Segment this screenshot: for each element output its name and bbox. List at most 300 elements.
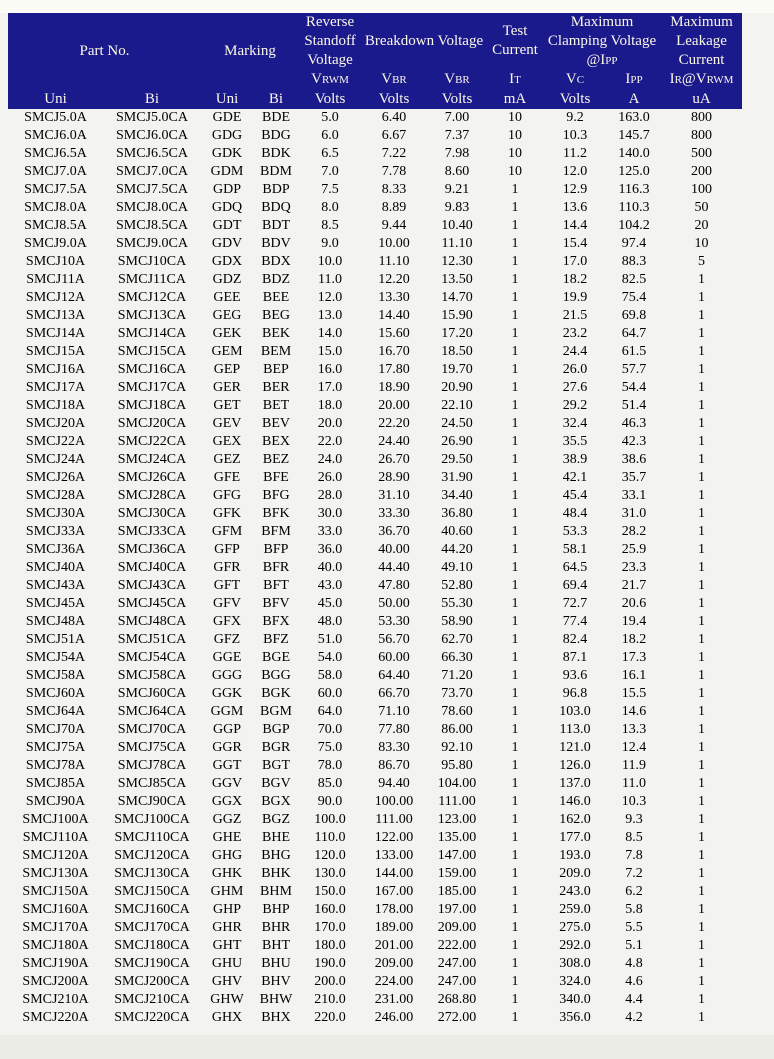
cell-marking-bi: BGZ [262, 812, 290, 828]
page-top-margin [0, 0, 774, 13]
cell-ir: 1 [698, 272, 706, 288]
cell-marking-uni: GHU [211, 956, 243, 972]
cell-vbr-max: 86.00 [441, 722, 473, 738]
cell-ipp: 51.4 [621, 398, 647, 414]
cell-vrwm: 210.0 [314, 992, 346, 1008]
cell-part-no-bi: SMCJ9.0CA [116, 236, 188, 252]
cell-marking-bi: BEP [263, 362, 289, 378]
cell-marking-bi: BGT [262, 758, 290, 774]
cell-vbr-min: 6.67 [381, 128, 407, 144]
cell-marking-bi: BFX [262, 614, 290, 630]
cell-ir: 1 [698, 938, 706, 954]
cell-it: 1 [511, 830, 519, 846]
cell-vbr-max: 111.00 [438, 794, 476, 810]
cell-vbr-min: 22.20 [378, 416, 410, 432]
cell-ipp: 69.8 [621, 308, 647, 324]
cell-vc: 193.0 [559, 848, 591, 864]
unit-vbr-max-volts: Volts [427, 89, 487, 109]
cell-vbr-max: 18.50 [441, 344, 473, 360]
cell-part-no-bi: SMCJ210CA [114, 992, 190, 1008]
cell-vc: 19.9 [562, 290, 588, 306]
cell-part-no-bi: SMCJ45CA [117, 596, 187, 612]
cell-marking-uni: GHW [210, 992, 244, 1008]
cell-vc: 96.8 [562, 686, 588, 702]
cell-ir: 1 [698, 722, 706, 738]
cell-marking-uni: GHG [211, 848, 243, 864]
cell-vbr-max: 159.00 [437, 866, 477, 882]
cell-vrwm: 75.0 [317, 740, 343, 756]
cell-part-no-uni: SMCJ5.0A [24, 110, 87, 126]
cell-marking-bi: BFV [262, 596, 290, 612]
cell-it: 1 [511, 308, 519, 324]
table-row [8, 757, 742, 775]
cell-it: 1 [511, 1010, 519, 1026]
unit-ir-ua: uA [661, 89, 742, 109]
col-group-reverse-standoff-voltage: Reverse Standoff Voltage [299, 13, 361, 69]
cell-vrwm: 8.0 [321, 200, 339, 216]
cell-marking-bi: BDK [261, 146, 291, 162]
cell-vrwm: 18.0 [317, 398, 343, 414]
table-row [8, 1009, 742, 1027]
cell-marking-bi: BFR [262, 560, 290, 576]
cell-ir: 500 [691, 146, 713, 162]
cell-ir: 1 [698, 290, 706, 306]
cell-vrwm: 200.0 [314, 974, 346, 990]
cell-vbr-max: 58.90 [441, 614, 473, 630]
cell-ipp: 7.2 [625, 866, 643, 882]
cell-part-no-bi: SMCJ22CA [117, 434, 187, 450]
cell-it: 10 [508, 110, 523, 126]
cell-marking-bi: BFZ [263, 632, 289, 648]
cell-part-no-uni: SMCJ100A [22, 812, 89, 828]
cell-vbr-max: 197.00 [437, 902, 477, 918]
cell-vc: 292.0 [559, 938, 591, 954]
cell-ir: 1 [698, 578, 706, 594]
table-row [8, 145, 742, 163]
cell-vbr-min: 6.40 [381, 110, 407, 126]
table-row [8, 973, 742, 991]
cell-ipp: 75.4 [621, 290, 647, 306]
cell-part-no-bi: SMCJ28CA [117, 488, 187, 504]
cell-vc: 340.0 [559, 992, 591, 1008]
cell-marking-uni: GFR [213, 560, 241, 576]
cell-ir: 1 [698, 974, 706, 990]
cell-ir: 20 [694, 218, 709, 234]
cell-it: 1 [511, 470, 519, 486]
cell-vc: 42.1 [562, 470, 588, 486]
cell-part-no-bi: SMCJ160CA [114, 902, 190, 918]
table-row [8, 235, 742, 253]
cell-it: 1 [511, 776, 519, 792]
cell-marking-bi: BEG [262, 308, 290, 324]
cell-ipp: 33.1 [621, 488, 647, 504]
table-row [8, 325, 742, 343]
cell-marking-uni: GEK [212, 326, 242, 342]
cell-ipp: 9.3 [625, 812, 643, 828]
cell-part-no-uni: SMCJ36A [25, 542, 86, 558]
cell-part-no-bi: SMCJ190CA [114, 956, 190, 972]
cell-vc: 87.1 [562, 650, 588, 666]
cell-part-no-uni: SMCJ6.5A [24, 146, 87, 162]
table-row [8, 541, 742, 559]
cell-it: 1 [511, 938, 519, 954]
cell-vbr-max: 19.70 [441, 362, 473, 378]
cell-vrwm: 58.0 [317, 668, 343, 684]
cell-marking-bi: BFT [263, 578, 289, 594]
cell-marking-uni: GHK [211, 866, 243, 882]
cell-marking-uni: GGX [211, 794, 243, 810]
table-row [8, 919, 742, 937]
cell-ir: 1 [698, 524, 706, 540]
cell-ipp: 25.9 [621, 542, 647, 558]
cell-marking-uni: GEZ [213, 452, 241, 468]
cell-marking-bi: BHE [262, 830, 290, 846]
cell-vbr-max: 78.60 [441, 704, 473, 720]
cell-vc: 32.4 [562, 416, 588, 432]
cell-vbr-min: 16.70 [378, 344, 410, 360]
cell-it: 1 [511, 668, 519, 684]
cell-vrwm: 150.0 [314, 884, 346, 900]
cell-vbr-min: 167.00 [374, 884, 414, 900]
cell-vbr-max: 49.10 [441, 560, 473, 576]
cell-marking-uni: GDZ [212, 272, 242, 288]
cell-vrwm: 7.0 [321, 164, 339, 180]
cell-vrwm: 45.0 [317, 596, 343, 612]
cell-it: 1 [511, 452, 519, 468]
cell-it: 10 [508, 164, 523, 180]
cell-ipp: 57.7 [621, 362, 647, 378]
cell-vbr-max: 55.30 [441, 596, 473, 612]
cell-marking-bi: BEV [262, 416, 290, 432]
cell-marking-bi: BDX [261, 254, 291, 270]
cell-ir: 1 [698, 506, 706, 522]
cell-vc: 58.1 [562, 542, 588, 558]
cell-it: 1 [511, 272, 519, 288]
cell-marking-bi: BFK [262, 506, 290, 522]
cell-vc: 82.4 [562, 632, 588, 648]
table-row [8, 721, 742, 739]
cell-ipp: 64.7 [621, 326, 647, 342]
table-row [8, 829, 742, 847]
table-row [8, 433, 742, 451]
cell-ipp: 35.7 [621, 470, 647, 486]
cell-vc: 24.4 [562, 344, 588, 360]
unit-vrwm-volts: Volts [299, 89, 361, 109]
cell-vc: 12.0 [562, 164, 588, 180]
cell-ipp: 11.0 [622, 776, 646, 792]
cell-vbr-max: 31.90 [441, 470, 473, 486]
cell-vc: 243.0 [559, 884, 591, 900]
cell-part-no-uni: SMCJ8.5A [24, 218, 87, 234]
cell-vbr-max: 185.00 [437, 884, 477, 900]
cell-part-no-bi: SMCJ24CA [117, 452, 187, 468]
cell-part-no-bi: SMCJ6.0CA [116, 128, 188, 144]
cell-part-no-bi: SMCJ13CA [117, 308, 187, 324]
cell-vc: 26.0 [562, 362, 588, 378]
cell-marking-bi: BDV [261, 236, 291, 252]
cell-marking-bi: BDE [262, 110, 290, 126]
table-row [8, 451, 742, 469]
col-group-max-leakage-current: Maximum Leakage Current [661, 13, 742, 69]
cell-vc: 23.2 [562, 326, 588, 342]
cell-marking-bi: BHK [261, 866, 291, 882]
cell-part-no-bi: SMCJ33CA [117, 524, 187, 540]
cell-marking-uni: GDT [212, 218, 242, 234]
table-row [8, 487, 742, 505]
table-row [8, 613, 742, 631]
cell-it: 1 [511, 848, 519, 864]
cell-vbr-min: 7.22 [381, 146, 407, 162]
cell-ipp: 14.6 [621, 704, 647, 720]
cell-vbr-max: 9.83 [444, 200, 470, 216]
cell-part-no-uni: SMCJ40A [25, 560, 86, 576]
cell-part-no-uni: SMCJ130A [22, 866, 89, 882]
cell-part-no-uni: SMCJ17A [25, 380, 86, 396]
cell-marking-bi: BGX [261, 794, 291, 810]
cell-ir: 1 [698, 668, 706, 684]
cell-marking-bi: BEE [262, 290, 290, 306]
table-row [8, 361, 742, 379]
cell-vrwm: 48.0 [317, 614, 343, 630]
cell-ir: 1 [698, 632, 706, 648]
cell-part-no-uni: SMCJ170A [22, 920, 89, 936]
table-row [8, 181, 742, 199]
cell-vbr-max: 22.10 [441, 398, 473, 414]
cell-marking-uni: GEV [212, 416, 242, 432]
cell-vbr-min: 33.30 [378, 506, 410, 522]
cell-ir: 1 [698, 362, 706, 378]
cell-ipp: 116.3 [618, 182, 650, 198]
cell-ir: 1 [698, 704, 706, 720]
cell-part-no-uni: SMCJ180A [22, 938, 89, 954]
cell-part-no-uni: SMCJ15A [25, 344, 86, 360]
cell-vc: 38.9 [562, 452, 588, 468]
cell-vc: 35.5 [562, 434, 588, 450]
cell-ipp: 23.3 [621, 560, 647, 576]
cell-vrwm: 85.0 [317, 776, 343, 792]
cell-vbr-max: 247.00 [437, 974, 477, 990]
cell-part-no-uni: SMCJ9.0A [24, 236, 87, 252]
cell-vrwm: 54.0 [317, 650, 343, 666]
cell-vc: 209.0 [559, 866, 591, 882]
cell-vbr-max: 7.98 [444, 146, 470, 162]
table-header [8, 13, 742, 109]
cell-it: 10 [508, 128, 523, 144]
cell-ipp: 17.3 [621, 650, 647, 666]
cell-part-no-uni: SMCJ45A [25, 596, 86, 612]
cell-marking-uni: GDX [211, 254, 243, 270]
cell-vbr-max: 24.50 [441, 416, 473, 432]
cell-vbr-max: 26.90 [441, 434, 473, 450]
symbol-vbr-min: VBR [361, 69, 427, 89]
cell-ipp: 7.8 [625, 848, 643, 864]
table-row [8, 307, 742, 325]
cell-marking-uni: GGR [212, 740, 242, 756]
cell-part-no-bi: SMCJ36CA [117, 542, 187, 558]
cell-marking-uni: GHR [212, 920, 242, 936]
cell-part-no-bi: SMCJ54CA [117, 650, 187, 666]
cell-vbr-min: 246.00 [374, 1010, 414, 1026]
cell-vbr-min: 47.80 [378, 578, 410, 594]
cell-marking-bi: BDG [261, 128, 291, 144]
cell-ir: 1 [698, 398, 706, 414]
cell-ipp: 5.5 [625, 920, 643, 936]
col-group-test-current: Test Current [487, 13, 543, 69]
cell-vrwm: 13.0 [317, 308, 343, 324]
cell-vrwm: 220.0 [314, 1010, 346, 1026]
cell-part-no-bi: SMCJ16CA [117, 362, 187, 378]
cell-ir: 1 [698, 866, 706, 882]
table-row [8, 685, 742, 703]
cell-vbr-min: 201.00 [374, 938, 414, 954]
cell-vc: 13.6 [562, 200, 588, 216]
cell-vc: 77.4 [562, 614, 588, 630]
cell-ipp: 163.0 [618, 110, 650, 126]
cell-ir: 10 [694, 236, 709, 252]
cell-marking-uni: GDK [211, 146, 243, 162]
cell-part-no-bi: SMCJ60CA [117, 686, 187, 702]
col-group-marking: Marking [201, 13, 299, 89]
table-row [8, 127, 742, 145]
cell-part-no-uni: SMCJ120A [22, 848, 89, 864]
cell-vc: 11.2 [563, 146, 587, 162]
cell-vbr-max: 268.80 [437, 992, 477, 1008]
cell-it: 1 [511, 326, 519, 342]
table-row [8, 217, 742, 235]
table-row [8, 649, 742, 667]
cell-part-no-uni: SMCJ150A [22, 884, 89, 900]
cell-marking-uni: GEG [212, 308, 242, 324]
cell-vbr-min: 24.40 [378, 434, 410, 450]
cell-part-no-bi: SMCJ15CA [117, 344, 187, 360]
cell-part-no-uni: SMCJ6.0A [24, 128, 87, 144]
cell-marking-bi: BDZ [262, 272, 290, 288]
table-row [8, 469, 742, 487]
table-row [8, 343, 742, 361]
cell-vbr-max: 66.30 [441, 650, 473, 666]
cell-marking-bi: BEZ [262, 452, 290, 468]
cell-vbr-min: 9.44 [381, 218, 407, 234]
cell-vbr-max: 92.10 [441, 740, 473, 756]
cell-vbr-min: 64.40 [378, 668, 410, 684]
cell-vbr-max: 71.20 [441, 668, 473, 684]
table-row [8, 865, 742, 883]
table-row [8, 811, 742, 829]
cell-ir: 800 [691, 128, 713, 144]
cell-marking-bi: BEX [262, 434, 290, 450]
table-row [8, 595, 742, 613]
cell-vc: 69.4 [562, 578, 588, 594]
cell-vc: 48.4 [562, 506, 588, 522]
cell-part-no-uni: SMCJ24A [25, 452, 86, 468]
cell-it: 1 [511, 992, 519, 1008]
cell-vrwm: 78.0 [317, 758, 343, 774]
cell-marking-bi: BGE [262, 650, 290, 666]
cell-it: 1 [511, 812, 519, 828]
cell-ipp: 13.3 [621, 722, 647, 738]
cell-vbr-min: 8.89 [381, 200, 407, 216]
cell-ir: 200 [691, 164, 713, 180]
cell-vbr-max: 20.90 [441, 380, 473, 396]
cell-vbr-min: 111.00 [375, 812, 413, 828]
cell-part-no-uni: SMCJ18A [25, 398, 86, 414]
cell-it: 1 [511, 794, 519, 810]
cell-vrwm: 28.0 [317, 488, 343, 504]
cell-ipp: 28.2 [621, 524, 647, 540]
cell-it: 1 [511, 182, 519, 198]
cell-it: 1 [511, 722, 519, 738]
cell-vrwm: 9.0 [321, 236, 339, 252]
cell-vbr-max: 14.70 [441, 290, 473, 306]
cell-part-no-bi: SMCJ70CA [117, 722, 187, 738]
cell-part-no-bi: SMCJ7.0CA [116, 164, 188, 180]
cell-vrwm: 33.0 [317, 524, 343, 540]
cell-vrwm: 170.0 [314, 920, 346, 936]
cell-part-no-uni: SMCJ64A [25, 704, 86, 720]
cell-ir: 1 [698, 956, 706, 972]
cell-ir: 1 [698, 812, 706, 828]
cell-ipp: 125.0 [618, 164, 650, 180]
table-row [8, 793, 742, 811]
cell-vrwm: 16.0 [317, 362, 343, 378]
cell-vrwm: 120.0 [314, 848, 346, 864]
cell-ir: 1 [698, 542, 706, 558]
cell-vbr-min: 50.00 [378, 596, 410, 612]
cell-marking-bi: BHV [261, 974, 291, 990]
cell-part-no-uni: SMCJ33A [25, 524, 86, 540]
cell-vc: 17.0 [562, 254, 588, 270]
cell-vc: 146.0 [559, 794, 591, 810]
cell-part-no-uni: SMCJ85A [25, 776, 86, 792]
cell-vrwm: 160.0 [314, 902, 346, 918]
cell-ipp: 11.9 [622, 758, 646, 774]
cell-part-no-uni: SMCJ11A [26, 272, 85, 288]
cell-vbr-min: 26.70 [378, 452, 410, 468]
cell-part-no-bi: SMCJ11CA [118, 272, 186, 288]
cell-ipp: 12.4 [621, 740, 647, 756]
cell-vc: 21.5 [562, 308, 588, 324]
cell-marking-bi: BFG [262, 488, 290, 504]
cell-vbr-min: 66.70 [378, 686, 410, 702]
cell-part-no-bi: SMCJ58CA [117, 668, 187, 684]
cell-it: 1 [511, 902, 519, 918]
cell-marking-bi: BHR [261, 920, 291, 936]
cell-marking-uni: GGG [211, 668, 243, 684]
cell-it: 1 [511, 560, 519, 576]
cell-part-no-bi: SMCJ130CA [114, 866, 190, 882]
cell-ir: 1 [698, 434, 706, 450]
header-units-row [8, 89, 742, 109]
table-row [8, 523, 742, 541]
cell-vbr-min: 17.80 [378, 362, 410, 378]
cell-it: 1 [511, 506, 519, 522]
tvs-diode-spec-table [8, 13, 742, 1027]
cell-ir: 1 [698, 884, 706, 900]
cell-vbr-min: 77.80 [378, 722, 410, 738]
cell-marking-uni: GGP [212, 722, 241, 738]
cell-vbr-min: 100.00 [374, 794, 414, 810]
cell-marking-uni: GHV [211, 974, 243, 990]
cell-it: 1 [511, 236, 519, 252]
cell-it: 1 [511, 686, 519, 702]
cell-vbr-max: 7.00 [444, 110, 470, 126]
cell-part-no-bi: SMCJ64CA [117, 704, 187, 720]
cell-vbr-min: 224.00 [374, 974, 414, 990]
cell-marking-uni: GHP [212, 902, 241, 918]
cell-marking-uni: GER [213, 380, 241, 396]
cell-marking-uni: GDM [210, 164, 244, 180]
cell-vbr-min: 133.00 [374, 848, 414, 864]
